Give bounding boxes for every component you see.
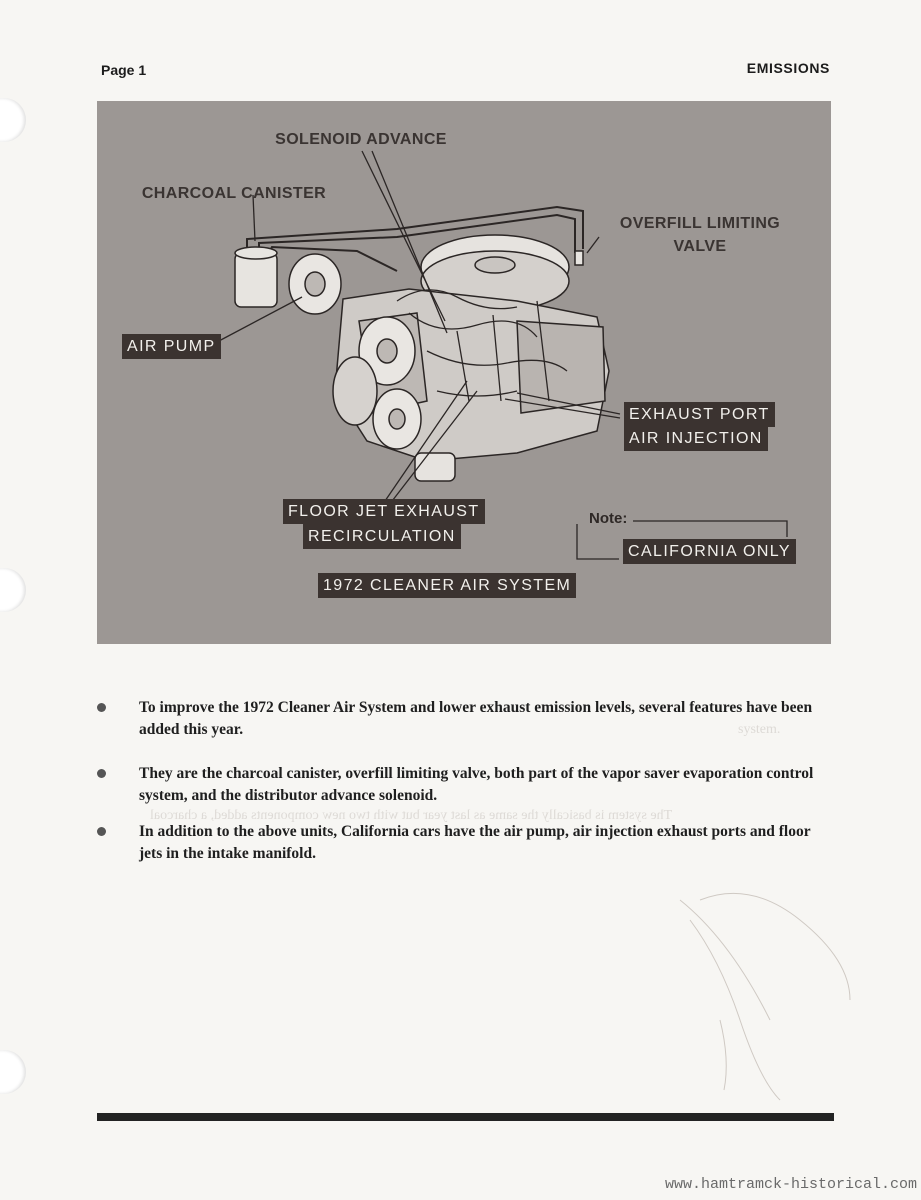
label-floor-jet-line-1: FLOOR JET EXHAUST bbox=[283, 499, 485, 524]
binder-hole bbox=[0, 1050, 26, 1094]
bullet-text: In addition to the above units, California cars have the air pump, air injection exhaust ports and floor jets in the intake manifold. bbox=[139, 823, 811, 862]
overfill-valve-drawing bbox=[575, 251, 583, 265]
list-item bbox=[97, 763, 837, 807]
binder-hole bbox=[0, 568, 26, 612]
charcoal-canister-drawing bbox=[235, 253, 277, 307]
footer-url: www.hamtramck-historical.com bbox=[664, 1176, 917, 1193]
list-item bbox=[97, 697, 837, 741]
bullet-icon bbox=[97, 703, 106, 712]
pencil-marks bbox=[660, 880, 860, 1120]
bullet-icon bbox=[97, 827, 106, 836]
page-number: Page 1 bbox=[101, 62, 147, 78]
bleed-through-text: system. bbox=[738, 722, 781, 737]
label-air-pump: AIR PUMP bbox=[122, 334, 221, 359]
list-item bbox=[97, 821, 837, 865]
label-charcoal-canister: CHARCOAL CANISTER bbox=[141, 185, 327, 202]
label-exhaust-port-line-1: EXHAUST PORT bbox=[624, 402, 775, 427]
label-overfill-line-2: VALVE bbox=[673, 238, 727, 255]
figure-caption: 1972 CLEANER AIR SYSTEM bbox=[318, 573, 576, 598]
label-floor-jet-line-2: RECIRCULATION bbox=[303, 524, 461, 549]
bullet-text: To improve the 1972 Cleaner Air System and lower exhaust emission levels, several features have been added this year. bbox=[139, 699, 813, 738]
bullet-text: They are the charcoal canister, overfill limiting valve, both part of the vapor saver evaporation control system, and the distributor advance solenoid. bbox=[139, 765, 814, 804]
label-overfill-limiting-valve bbox=[607, 212, 793, 258]
binder-hole bbox=[0, 98, 26, 142]
footer-rule bbox=[97, 1113, 834, 1121]
bullet-list bbox=[97, 697, 837, 887]
label-solenoid-advance: SOLENOID ADVANCE bbox=[275, 131, 447, 148]
engine-diagram bbox=[97, 101, 831, 644]
bleed-through-text: The system is basically the same as last year but with two new components added, a charcoal bbox=[150, 808, 673, 823]
label-exhaust-port-line-2: AIR INJECTION bbox=[624, 426, 768, 451]
note-label: Note: bbox=[589, 510, 628, 527]
label-california-only: CALIFORNIA ONLY bbox=[623, 539, 796, 564]
section-title: EMISSIONS bbox=[746, 60, 830, 76]
bullet-icon bbox=[97, 769, 106, 778]
label-overfill-line-1: OVERFILL LIMITING bbox=[619, 215, 781, 232]
